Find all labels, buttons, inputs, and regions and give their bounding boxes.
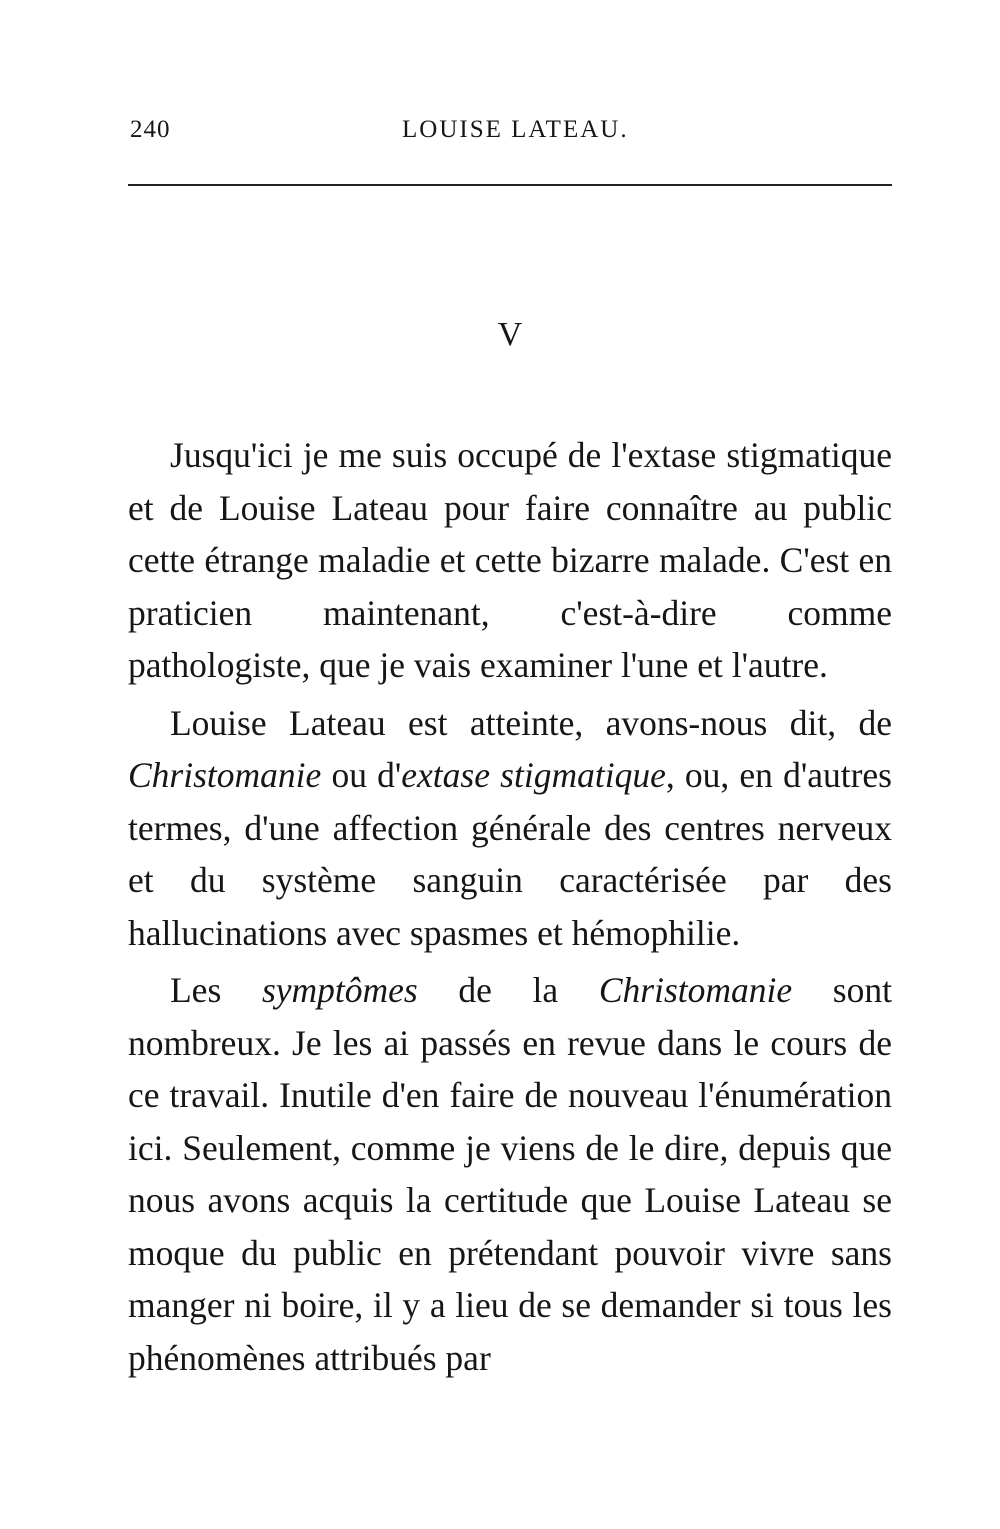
- paragraph-3-text-c: sont nombreux. Je les ai passés en revue dans le cours de ce travail. Inutile d'en faire de nouveau l'énumération ici. Seulement, comme je viens de le dire, depuis que nous avons acquis la certitude que Louise Lateau se moque du public en prétendant pouvoir vivre sans manger ni boire, il y a lieu de se demander si tous les phénomènes attribués par: [128, 970, 892, 1378]
- paragraph-2: [128, 697, 892, 960]
- paragraph-3-text-b: de la: [417, 970, 599, 1010]
- paragraph-3-italic-christomanie: Christomanie: [598, 970, 793, 1010]
- header-rule: [128, 184, 892, 186]
- paragraph-1: [128, 429, 892, 692]
- body-text: [128, 429, 892, 1389]
- paragraph-2-text-a: Louise Lateau est atteinte, avons-nous dit, de: [170, 702, 892, 743]
- section-number: V: [497, 316, 523, 353]
- paragraph-2-text-c: , ou, en d'autres termes, d'une affection générale des centres nerveux et du système sanguin caractérisée par des hallucinations avec spasmes et hémophilie.: [128, 755, 893, 953]
- running-title: LOUISE LATEAU.: [402, 116, 629, 143]
- running-head: [130, 116, 892, 156]
- paragraph-2-italic-extase: extase stigmatique: [401, 755, 666, 795]
- paragraph-1-text: Jusqu'ici je me suis occupé de l'extase stigmatique et de Louise Lateau pour faire connaître au public cette étrange maladie et cette bizarre malade. C'est en praticien maintenant, c'est-à-dire comme pathologiste, que je vais examiner l'une et l'autre.: [128, 435, 892, 685]
- paragraph-2-italic-christomanie: Christomanie: [128, 755, 322, 795]
- header-rule-gap: [128, 182, 318, 184]
- paragraph-3: [128, 964, 892, 1384]
- paragraph-2-text-b: ou d': [321, 755, 402, 795]
- paragraph-3-italic-symptomes: symptômes: [261, 970, 418, 1010]
- page-number: 240: [130, 116, 171, 143]
- paragraph-3-text-a: Les: [170, 970, 262, 1010]
